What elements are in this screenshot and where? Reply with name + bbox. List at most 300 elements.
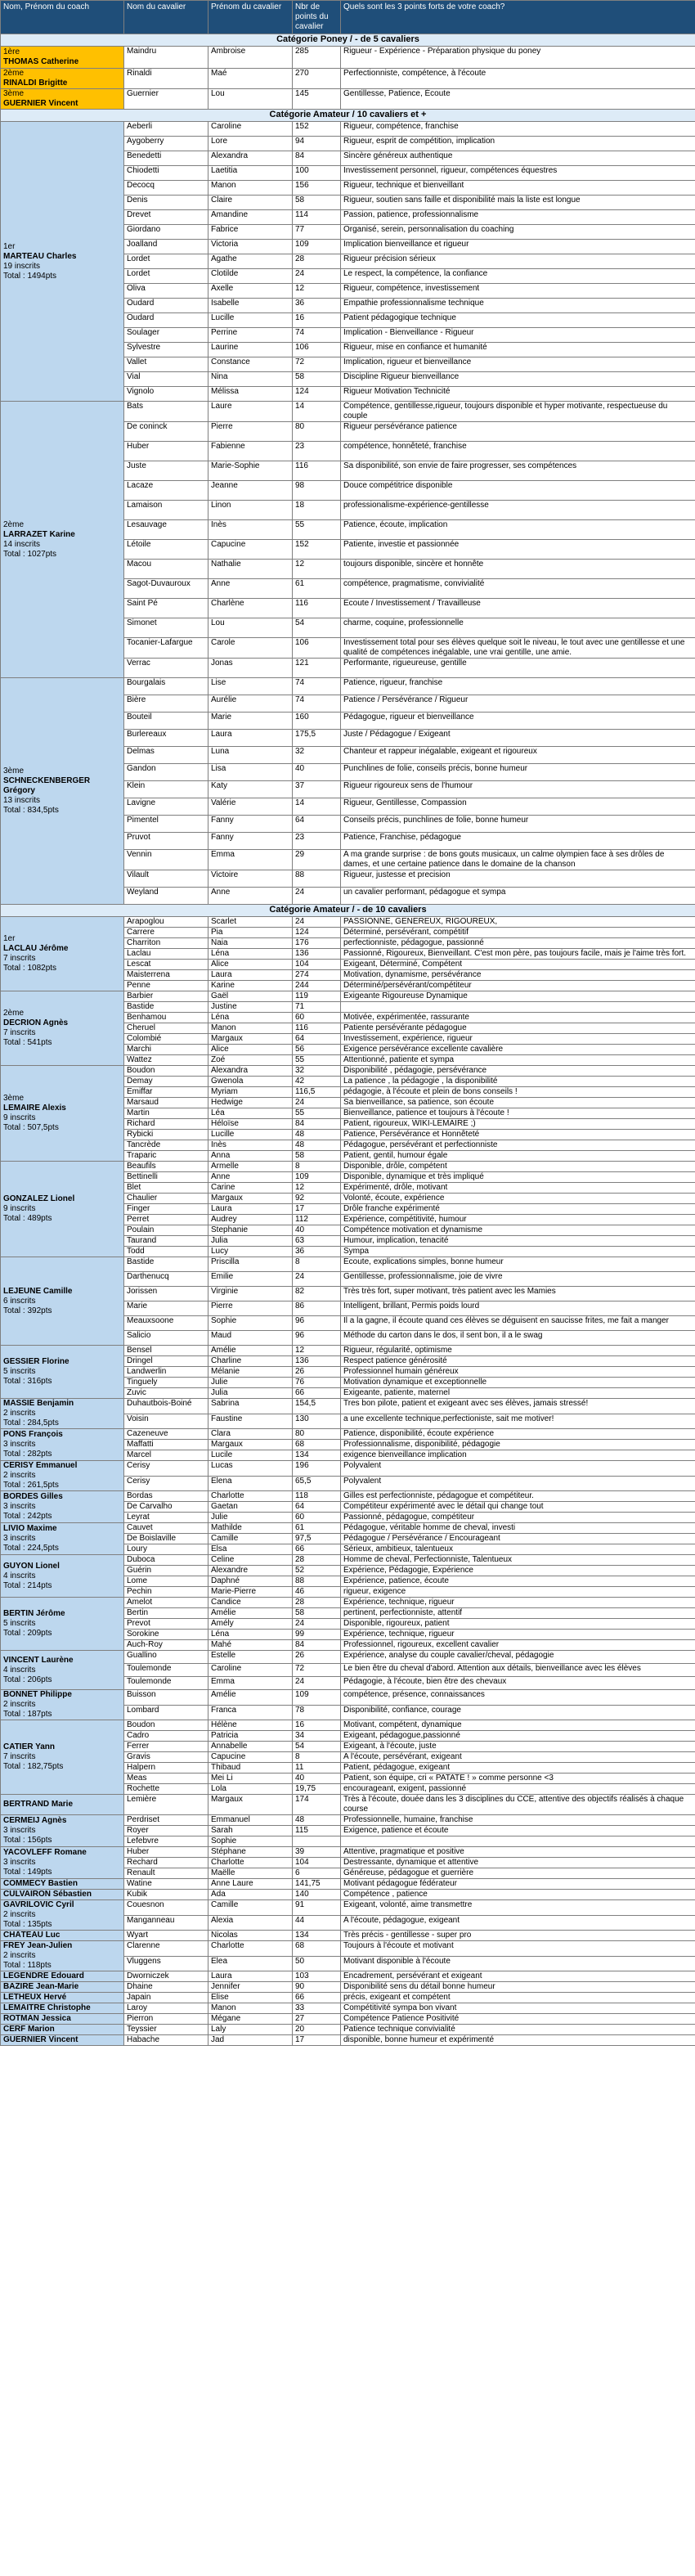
coach-strengths[interactable]: Patiente, investie et passionnée	[341, 540, 695, 560]
coach-strengths[interactable]: Destressante, dynamique et attentive	[341, 1858, 695, 1868]
rider-last-name[interactable]: Richard	[124, 1119, 208, 1130]
coach-strengths[interactable]: Conseils précis, punchlines de folie, bonne humeur	[341, 816, 695, 833]
rider-points[interactable]: 24	[293, 1272, 341, 1287]
coach-strengths[interactable]: Patiente persévérante pédagogue	[341, 1023, 695, 1034]
coach-strengths[interactable]: Organisé, serein, personnalisation du coaching	[341, 225, 695, 240]
coach-strengths[interactable]: Sincère généreux authentique	[341, 151, 695, 166]
rider-points[interactable]: 104	[293, 960, 341, 970]
rider-last-name[interactable]: Boudon	[124, 1720, 208, 1731]
rider-points[interactable]: 74	[293, 678, 341, 695]
rider-first-name[interactable]: Léna	[208, 949, 293, 960]
coach-strengths[interactable]: Expérience, Pédagogie, Expérience	[341, 1566, 695, 1576]
coach-strengths[interactable]: précis, exigeant et compétent	[341, 1993, 695, 2003]
rider-last-name[interactable]: Watine	[124, 1879, 208, 1890]
rider-last-name[interactable]: Létoile	[124, 540, 208, 560]
rider-first-name[interactable]: Héloïse	[208, 1119, 293, 1130]
rider-points[interactable]: 91	[293, 1900, 341, 1916]
rider-points[interactable]: 96	[293, 1316, 341, 1331]
rider-last-name[interactable]: Clarenne	[124, 1941, 208, 1957]
rider-points[interactable]: 16	[293, 313, 341, 328]
rider-first-name[interactable]: Nicolas	[208, 1931, 293, 1941]
rider-first-name[interactable]: Anne	[208, 579, 293, 599]
rider-first-name[interactable]: Mélissa	[208, 387, 293, 402]
rider-points[interactable]: 48	[293, 1140, 341, 1151]
rider-points[interactable]: 27	[293, 2014, 341, 2025]
coach-strengths[interactable]: Professionnel, rigoureux, excellent cavalier	[341, 1640, 695, 1651]
rider-last-name[interactable]: Huber	[124, 442, 208, 461]
rider-points[interactable]: 140	[293, 1890, 341, 1900]
rider-last-name[interactable]: Oudard	[124, 299, 208, 313]
rider-first-name[interactable]: Amandine	[208, 210, 293, 225]
coach-strengths[interactable]: Expérience, compétitivité, humour	[341, 1215, 695, 1225]
rider-first-name[interactable]: Charlotte	[208, 1858, 293, 1868]
rider-first-name[interactable]: Scarlet	[208, 917, 293, 928]
coach-strengths[interactable]: Déterminé, persévérant, compétitif	[341, 928, 695, 938]
rider-points[interactable]: 106	[293, 343, 341, 357]
rider-points[interactable]: 64	[293, 1034, 341, 1045]
rider-first-name[interactable]: Valérie	[208, 798, 293, 816]
rider-first-name[interactable]: Hedwige	[208, 1098, 293, 1108]
coach-cell[interactable]	[1, 1598, 124, 1651]
rider-last-name[interactable]: Klein	[124, 781, 208, 798]
rider-points[interactable]: 61	[293, 579, 341, 599]
rider-first-name[interactable]: Annabelle	[208, 1742, 293, 1752]
coach-strengths[interactable]: Motivée, expérimentée, rassurante	[341, 1013, 695, 1023]
rider-points[interactable]: 24	[293, 917, 341, 928]
rider-points[interactable]: 136	[293, 949, 341, 960]
coach-strengths[interactable]: Compétence motivation et dynamisme	[341, 1225, 695, 1236]
rider-last-name[interactable]: Emiffar	[124, 1087, 208, 1098]
rider-first-name[interactable]: Nathalie	[208, 560, 293, 579]
rider-last-name[interactable]: Couesnon	[124, 1900, 208, 1916]
rider-last-name[interactable]: Sorokine	[124, 1630, 208, 1640]
rider-points[interactable]: 116	[293, 599, 341, 618]
rider-last-name[interactable]: Royer	[124, 1826, 208, 1836]
rider-last-name[interactable]: Blet	[124, 1183, 208, 1194]
coach-strengths[interactable]: Exigence persévérance excellente cavalière	[341, 1045, 695, 1055]
coach-strengths[interactable]: Pédagogue, rigueur et bienveillance	[341, 713, 695, 730]
rider-last-name[interactable]: Japain	[124, 1993, 208, 2003]
coach-cell[interactable]	[1, 1257, 124, 1346]
rider-points[interactable]: 116	[293, 461, 341, 481]
coach-cell[interactable]	[1, 1931, 124, 1941]
coach-cell[interactable]	[1, 1815, 124, 1847]
rider-points[interactable]: 84	[293, 151, 341, 166]
coach-strengths[interactable]: Rigueur, compétence, investissement	[341, 284, 695, 299]
coach-strengths[interactable]: Exigeante, patiente, maternel	[341, 1388, 695, 1399]
coach-cell[interactable]	[1, 1399, 124, 1429]
rider-last-name[interactable]: Burlereaux	[124, 730, 208, 747]
rider-points[interactable]: 78	[293, 1705, 341, 1720]
category-title[interactable]: Catégorie Amateur / 10 cavaliers et +	[1, 110, 695, 122]
rider-last-name[interactable]: Salicio	[124, 1331, 208, 1346]
rider-points[interactable]: 118	[293, 1491, 341, 1502]
rider-last-name[interactable]: Halpern	[124, 1763, 208, 1774]
rider-last-name[interactable]: Tinguely	[124, 1378, 208, 1388]
rider-last-name[interactable]: Lacaze	[124, 481, 208, 501]
coach-strengths[interactable]: toujours disponible, sincère et honnête	[341, 560, 695, 579]
coach-strengths[interactable]: Juste / Pédagogue / Exigeant	[341, 730, 695, 747]
rider-last-name[interactable]: Perret	[124, 1215, 208, 1225]
coach-strengths[interactable]: Compétiteur expérimenté avec le détail qui change tout	[341, 1502, 695, 1513]
rider-first-name[interactable]: Fabienne	[208, 442, 293, 461]
coach-strengths[interactable]: Écoute, explications simples, bonne humeur	[341, 1257, 695, 1272]
rider-last-name[interactable]: Rybicki	[124, 1130, 208, 1140]
rider-first-name[interactable]: Lou	[208, 89, 293, 110]
rider-last-name[interactable]: Colombié	[124, 1034, 208, 1045]
rider-points[interactable]: 8	[293, 1162, 341, 1172]
rider-points[interactable]: 196	[293, 1461, 341, 1477]
rider-points[interactable]: 40	[293, 764, 341, 781]
rider-last-name[interactable]: Benhamou	[124, 1013, 208, 1023]
coach-strengths[interactable]: Pédagogie, à l'écoute, bien être des chevaux	[341, 1677, 695, 1690]
rider-points[interactable]: 270	[293, 69, 341, 89]
coach-strengths[interactable]: Gentillesse, Patience, Écoute	[341, 89, 695, 110]
rider-last-name[interactable]: Cerisy	[124, 1461, 208, 1477]
rider-first-name[interactable]: Elena	[208, 1476, 293, 1491]
rider-points[interactable]: 12	[293, 1183, 341, 1194]
coach-strengths[interactable]: Compétitivité sympa bon vivant	[341, 2003, 695, 2014]
rider-points[interactable]: 134	[293, 1931, 341, 1941]
rider-first-name[interactable]: Estelle	[208, 1651, 293, 1664]
rider-points[interactable]: 58	[293, 1608, 341, 1619]
rider-first-name[interactable]: Carine	[208, 1183, 293, 1194]
rider-last-name[interactable]: Carrere	[124, 928, 208, 938]
rider-points[interactable]: 96	[293, 1331, 341, 1346]
rider-points[interactable]: 84	[293, 1640, 341, 1651]
rider-first-name[interactable]: Jad	[208, 2035, 293, 2046]
rider-last-name[interactable]: Laclau	[124, 949, 208, 960]
coach-strengths[interactable]: A l'écoute, pédagogue, exigeant	[341, 1915, 695, 1931]
rider-last-name[interactable]: Weyland	[124, 888, 208, 905]
rider-first-name[interactable]: Axelle	[208, 284, 293, 299]
rider-last-name[interactable]: Leyrat	[124, 1513, 208, 1523]
rider-last-name[interactable]: Traparic	[124, 1151, 208, 1162]
rider-last-name[interactable]: Macou	[124, 560, 208, 579]
coach-strengths[interactable]: Déterminé/persévérant/compétiteur	[341, 981, 695, 991]
rider-points[interactable]: 152	[293, 540, 341, 560]
rider-last-name[interactable]: Verrac	[124, 659, 208, 678]
header-coach[interactable]: Nom, Prénom du coach	[1, 1, 124, 34]
rider-points[interactable]: 84	[293, 1119, 341, 1130]
rider-first-name[interactable]: Daphné	[208, 1576, 293, 1587]
coach-strengths[interactable]: a une excellente technique,perfectioniste, sait me motiver!	[341, 1414, 695, 1429]
coach-strengths[interactable]: Professionnelle, humaine, franchise	[341, 1815, 695, 1826]
coach-cell[interactable]	[1, 1523, 124, 1555]
rider-first-name[interactable]: Emma	[208, 1677, 293, 1690]
rider-first-name[interactable]: Emma	[208, 850, 293, 870]
rider-last-name[interactable]: Oudard	[124, 313, 208, 328]
coach-strengths[interactable]: Douce compétitrice disponible	[341, 481, 695, 501]
rider-points[interactable]: 44	[293, 1915, 341, 1931]
rider-last-name[interactable]: Denis	[124, 196, 208, 210]
coach-strengths[interactable]: Rigueur, esprit de compétition, implication	[341, 137, 695, 151]
rider-first-name[interactable]: Caroline	[208, 1664, 293, 1677]
coach-strengths[interactable]: Disponible, drôle, compétent	[341, 1162, 695, 1172]
rider-last-name[interactable]: Lefebvre	[124, 1836, 208, 1847]
coach-strengths[interactable]: Rigueur Motivation Technicité	[341, 387, 695, 402]
coach-strengths[interactable]: Patience, Franchise, pédagogue	[341, 833, 695, 850]
rider-first-name[interactable]: Léna	[208, 1013, 293, 1023]
rider-first-name[interactable]: Mei Li	[208, 1774, 293, 1784]
rider-last-name[interactable]: Lamaison	[124, 501, 208, 520]
rider-last-name[interactable]: Benedetti	[124, 151, 208, 166]
rider-last-name[interactable]: Kubik	[124, 1890, 208, 1900]
rider-first-name[interactable]: Lisa	[208, 764, 293, 781]
coach-strengths[interactable]: Expérience, technique, rigueur	[341, 1598, 695, 1608]
coach-strengths[interactable]: Toujours à l'écoute et motivant	[341, 1941, 695, 1957]
coach-strengths[interactable]: Drôle franche expérimenté	[341, 1204, 695, 1215]
rider-points[interactable]: 14	[293, 798, 341, 816]
rider-last-name[interactable]: Chiodetti	[124, 166, 208, 181]
rider-first-name[interactable]: Elise	[208, 1993, 293, 2003]
rider-last-name[interactable]: Taurand	[124, 1236, 208, 1247]
rider-first-name[interactable]: Margaux	[208, 1440, 293, 1450]
rider-first-name[interactable]: Jeanne	[208, 481, 293, 501]
rider-last-name[interactable]: Marchi	[124, 1045, 208, 1055]
rider-last-name[interactable]: Juste	[124, 461, 208, 481]
rider-points[interactable]: 24	[293, 1677, 341, 1690]
rider-points[interactable]: 20	[293, 2025, 341, 2035]
coach-strengths[interactable]: Généreuse, pédagogue et guerrière	[341, 1868, 695, 1879]
rider-points[interactable]: 42	[293, 1077, 341, 1087]
rider-first-name[interactable]: Gaël	[208, 991, 293, 1002]
rider-last-name[interactable]: Vallet	[124, 357, 208, 372]
rider-points[interactable]: 71	[293, 1002, 341, 1013]
coach-strengths[interactable]: Polyvalent	[341, 1476, 695, 1491]
coach-cell[interactable]	[1, 1651, 124, 1690]
rider-first-name[interactable]: Carole	[208, 638, 293, 659]
rider-first-name[interactable]: Patricia	[208, 1731, 293, 1742]
rider-first-name[interactable]: Armelle	[208, 1162, 293, 1172]
rider-first-name[interactable]: Camille	[208, 1534, 293, 1544]
rider-last-name[interactable]: Rinaldi	[124, 69, 208, 89]
rider-first-name[interactable]: Léa	[208, 1108, 293, 1119]
rider-last-name[interactable]: Toulemonde	[124, 1664, 208, 1677]
rider-points[interactable]: 60	[293, 1013, 341, 1023]
rider-last-name[interactable]: Laroy	[124, 2003, 208, 2014]
rider-points[interactable]: 39	[293, 1847, 341, 1858]
coach-strengths[interactable]: Disponibilité, confiance, courage	[341, 1705, 695, 1720]
rider-points[interactable]: 104	[293, 1858, 341, 1868]
coach-cell[interactable]	[1, 69, 124, 89]
rider-first-name[interactable]: Hélène	[208, 1720, 293, 1731]
rider-first-name[interactable]: Emmanuel	[208, 1815, 293, 1826]
rider-last-name[interactable]: Todd	[124, 1247, 208, 1257]
rider-last-name[interactable]: Toulemonde	[124, 1677, 208, 1690]
rider-first-name[interactable]: Aurélie	[208, 695, 293, 713]
rider-last-name[interactable]: Cadro	[124, 1731, 208, 1742]
rider-last-name[interactable]: Dringel	[124, 1356, 208, 1367]
rider-last-name[interactable]: Bordas	[124, 1491, 208, 1502]
rider-points[interactable]: 8	[293, 1752, 341, 1763]
coach-cell[interactable]	[1, 1555, 124, 1598]
header-rider-last-name[interactable]: Nom du cavalier	[124, 1, 208, 34]
rider-points[interactable]: 54	[293, 618, 341, 638]
rider-points[interactable]: 46	[293, 1587, 341, 1598]
rider-points[interactable]: 116,5	[293, 1087, 341, 1098]
rider-points[interactable]: 32	[293, 747, 341, 764]
coach-strengths[interactable]: Sa bienveillance, sa patience, son écoute	[341, 1098, 695, 1108]
rider-points[interactable]: 14	[293, 402, 341, 422]
coach-strengths[interactable]: Le respect, la compétence, la confiance	[341, 269, 695, 284]
rider-points[interactable]: 24	[293, 269, 341, 284]
coach-strengths[interactable]: Discipline Rigueur bienveillance	[341, 372, 695, 387]
rider-points[interactable]: 64	[293, 816, 341, 833]
rider-last-name[interactable]: Ferrer	[124, 1742, 208, 1752]
coach-cell[interactable]	[1, 1890, 124, 1900]
rider-first-name[interactable]: Mahé	[208, 1640, 293, 1651]
rider-first-name[interactable]: Pierre	[208, 1301, 293, 1316]
rider-last-name[interactable]: Lordet	[124, 254, 208, 269]
coach-strengths[interactable]: Compétence , patience	[341, 1890, 695, 1900]
rider-last-name[interactable]: Bourgalais	[124, 678, 208, 695]
coach-strengths[interactable]: Passion, patience, professionnalisme	[341, 210, 695, 225]
rider-last-name[interactable]: Giordano	[124, 225, 208, 240]
rider-points[interactable]: 64	[293, 1502, 341, 1513]
rider-points[interactable]: 88	[293, 1576, 341, 1587]
coach-strengths[interactable]: Volonté, écoute, expérience	[341, 1194, 695, 1204]
rider-first-name[interactable]: Stephanie	[208, 1225, 293, 1236]
coach-strengths[interactable]: Pédagogue, véritable homme de cheval, investi	[341, 1523, 695, 1534]
coach-strengths[interactable]: Rigueur, mise en confiance et humanité	[341, 343, 695, 357]
rider-points[interactable]: 48	[293, 1130, 341, 1140]
rider-points[interactable]: 55	[293, 1055, 341, 1066]
rider-first-name[interactable]: Marie	[208, 713, 293, 730]
rider-points[interactable]: 63	[293, 1236, 341, 1247]
rider-first-name[interactable]: Mélanie	[208, 1367, 293, 1378]
rider-points[interactable]: 72	[293, 357, 341, 372]
rider-points[interactable]: 23	[293, 442, 341, 461]
coach-strengths[interactable]: Expérience, technique, rigueur	[341, 1630, 695, 1640]
rider-last-name[interactable]: Pruvot	[124, 833, 208, 850]
rider-first-name[interactable]: Alexandra	[208, 151, 293, 166]
coach-cell[interactable]	[1, 2014, 124, 2025]
rider-last-name[interactable]: Aygoberry	[124, 137, 208, 151]
rider-first-name[interactable]: Manon	[208, 2003, 293, 2014]
rider-first-name[interactable]: Maëlle	[208, 1868, 293, 1879]
coach-strengths[interactable]: perfectionniste, pédagogue, passionné	[341, 938, 695, 949]
rider-first-name[interactable]: Ada	[208, 1890, 293, 1900]
coach-strengths[interactable]: Motivant disponible à l'écoute	[341, 1956, 695, 1971]
rider-last-name[interactable]: Oliva	[124, 284, 208, 299]
rider-last-name[interactable]: Prevot	[124, 1619, 208, 1630]
rider-last-name[interactable]: Amelot	[124, 1598, 208, 1608]
rider-first-name[interactable]: Constance	[208, 357, 293, 372]
rider-points[interactable]: 24	[293, 1098, 341, 1108]
rider-last-name[interactable]: Chaulier	[124, 1194, 208, 1204]
rider-points[interactable]: 28	[293, 254, 341, 269]
rider-points[interactable]: 115	[293, 1826, 341, 1836]
rider-first-name[interactable]: Laurine	[208, 343, 293, 357]
coach-strengths[interactable]: Très précis - gentillesse - super pro	[341, 1931, 695, 1941]
coach-strengths[interactable]: Patience, rigueur, franchise	[341, 678, 695, 695]
coach-strengths[interactable]: rigueur, exigence	[341, 1587, 695, 1598]
rider-first-name[interactable]: Inès	[208, 520, 293, 540]
rider-first-name[interactable]: Priscilla	[208, 1257, 293, 1272]
rider-points[interactable]	[293, 1836, 341, 1847]
rider-first-name[interactable]: Fabrice	[208, 225, 293, 240]
rider-last-name[interactable]: Bastide	[124, 1002, 208, 1013]
rider-points[interactable]: 60	[293, 1513, 341, 1523]
rider-last-name[interactable]: Martin	[124, 1108, 208, 1119]
rider-last-name[interactable]: Guallino	[124, 1651, 208, 1664]
rider-points[interactable]: 76	[293, 1378, 341, 1388]
category-title[interactable]: Catégorie Amateur / - de 10 cavaliers	[1, 905, 695, 917]
coach-strengths[interactable]: Rigueur rigoureux sens de l'humour	[341, 781, 695, 798]
rider-first-name[interactable]: Isabelle	[208, 299, 293, 313]
coach-cell[interactable]	[1, 678, 124, 905]
rider-last-name[interactable]: Meauxsoone	[124, 1316, 208, 1331]
category-title[interactable]: Catégorie Poney / - de 5 cavaliers	[1, 34, 695, 47]
rider-points[interactable]: 66	[293, 1388, 341, 1399]
rider-points[interactable]: 8	[293, 1257, 341, 1272]
coach-strengths[interactable]: La patience , la pédagogie , la disponibilité	[341, 1077, 695, 1087]
coach-strengths[interactable]: Rigueur, compétence, franchise	[341, 122, 695, 137]
rider-first-name[interactable]: Amély	[208, 1619, 293, 1630]
rider-last-name[interactable]: Duhautbois-Boiné	[124, 1399, 208, 1414]
rider-first-name[interactable]: Anne	[208, 888, 293, 905]
rider-last-name[interactable]: Wyart	[124, 1931, 208, 1941]
rider-first-name[interactable]: Marie-Sophie	[208, 461, 293, 481]
rider-last-name[interactable]: Teyssier	[124, 2025, 208, 2035]
rider-first-name[interactable]: Caroline	[208, 122, 293, 137]
coach-strengths[interactable]: Rigueur persévérance patience	[341, 422, 695, 442]
coach-cell[interactable]	[1, 1690, 124, 1720]
rider-last-name[interactable]: Rechard	[124, 1858, 208, 1868]
rider-first-name[interactable]: Mathilde	[208, 1523, 293, 1534]
rider-last-name[interactable]: Bats	[124, 402, 208, 422]
rider-last-name[interactable]: De coninck	[124, 422, 208, 442]
coach-strengths[interactable]: Implication - Bienveillance - Rigueur	[341, 328, 695, 343]
rider-points[interactable]: 40	[293, 1774, 341, 1784]
rider-points[interactable]: 19,75	[293, 1784, 341, 1795]
coach-strengths[interactable]: Rigueur, justesse et precision	[341, 870, 695, 888]
coach-strengths[interactable]: Expérience, analyse du couple cavalier/cheval, pédagogie	[341, 1651, 695, 1664]
coach-strengths[interactable]: Professionnalisme, disponibilité, pédagogie	[341, 1440, 695, 1450]
rider-first-name[interactable]: Myriam	[208, 1087, 293, 1098]
rider-first-name[interactable]: Charlotte	[208, 1491, 293, 1502]
rider-first-name[interactable]: Lise	[208, 678, 293, 695]
rider-points[interactable]: 55	[293, 1108, 341, 1119]
rider-first-name[interactable]: Lucille	[208, 1130, 293, 1140]
coach-strengths[interactable]: Intelligent, brillant, Permis poids lourd	[341, 1301, 695, 1316]
rider-points[interactable]: 26	[293, 1367, 341, 1378]
rider-last-name[interactable]: Duboca	[124, 1555, 208, 1566]
coach-strengths[interactable]: Rigueur, technique et bienveillant	[341, 181, 695, 196]
rider-first-name[interactable]: Lucy	[208, 1247, 293, 1257]
rider-points[interactable]: 176	[293, 938, 341, 949]
rider-first-name[interactable]: Emilie	[208, 1272, 293, 1287]
rider-points[interactable]: 66	[293, 1544, 341, 1555]
rider-points[interactable]: 32	[293, 1066, 341, 1077]
rider-first-name[interactable]: Charlotte	[208, 1941, 293, 1957]
rider-first-name[interactable]: Capucine	[208, 540, 293, 560]
rider-points[interactable]: 109	[293, 1172, 341, 1183]
rider-first-name[interactable]: Virginie	[208, 1287, 293, 1301]
coach-strengths[interactable]	[341, 1836, 695, 1847]
coach-cell[interactable]	[1, 89, 124, 110]
rider-last-name[interactable]: Vluggens	[124, 1956, 208, 1971]
rider-last-name[interactable]: Meas	[124, 1774, 208, 1784]
rider-first-name[interactable]: Thibaud	[208, 1763, 293, 1774]
coach-cell[interactable]	[1, 1879, 124, 1890]
coach-cell[interactable]	[1, 1795, 124, 1815]
rider-first-name[interactable]: Alexandre	[208, 1566, 293, 1576]
coach-cell[interactable]	[1, 1900, 124, 1931]
rider-first-name[interactable]: Clara	[208, 1429, 293, 1440]
rider-last-name[interactable]: Voisin	[124, 1414, 208, 1429]
